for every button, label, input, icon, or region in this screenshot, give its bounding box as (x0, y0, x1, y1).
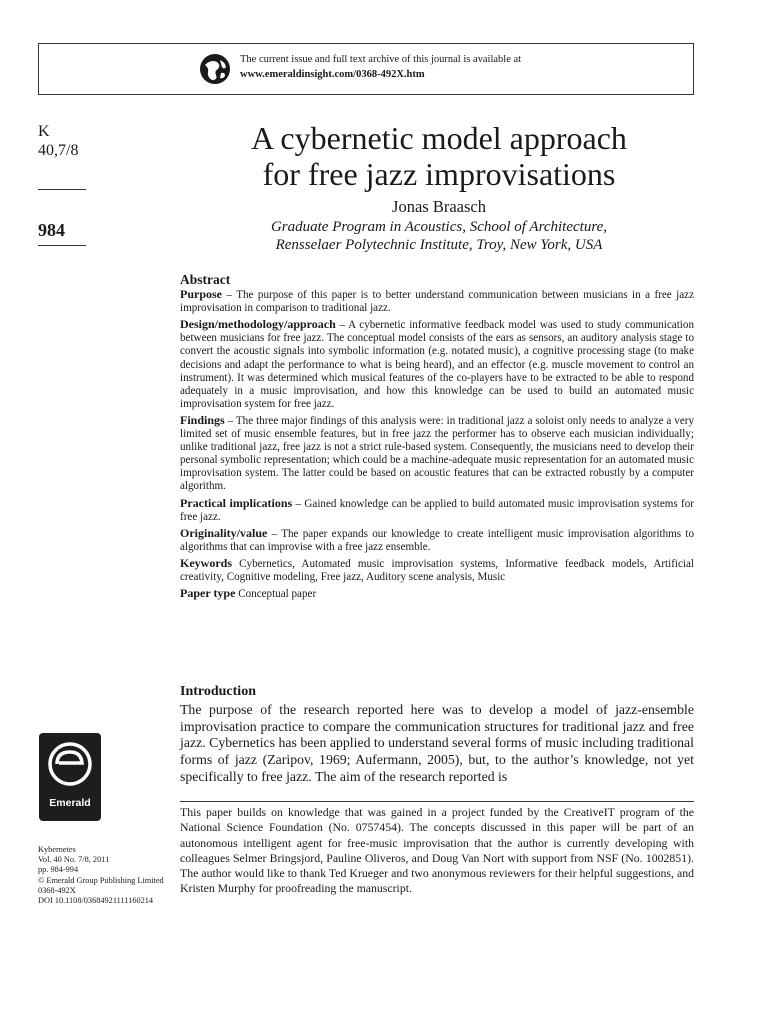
findings-text: – The three major findings of this analysis were: in traditional jazz a soloist only needs to analyze a very limited set of music ensemble features, but in free jazz the performer has to observe each musician individually; unlike traditional jazz, free jazz is not a strict rule-based system. Consequently, the musicians need to develop their personal symbolic representation; which could be a machine-adequate music representation for an automated music improvisation system. The latter could be based on acoustic features that can be extracted robustly by a computer algorithm. (180, 414, 694, 493)
introduction-section (180, 684, 694, 786)
page-number: 984 (38, 220, 65, 240)
title-line-2: for free jazz improvisations (262, 156, 616, 192)
footnote-text: This paper builds on knowledge that was gained in a project funded by the CreativeIT program of the National Science Foundation (No. 0757454). The concepts discussed in this paper will be part of an autonomous intelligent agent for free-music improvisation that the author is currently developing with colleagues Selmer Bringsjord, Pauline Oliveros, and Doug Van Nort with support from NSF (No. 1002851). The author would like to thank Ted Krueger and two anonymous reviewers for their helpful suggestions, and Kristen Murphy for proofreading the manuscript. (180, 805, 694, 896)
introduction-heading: Introduction (180, 684, 256, 699)
abstract-section (180, 273, 694, 604)
emerald-logo (39, 733, 101, 821)
affiliation-line-1: Graduate Program in Acoustics, School of Architecture, (270, 219, 608, 235)
abstract-originality (180, 527, 694, 554)
abstract-keywords (180, 557, 694, 584)
abstract-paper-type (180, 587, 694, 601)
footnote-rule (180, 801, 694, 802)
abstract-findings (180, 414, 694, 494)
design-text: – A cybernetic informative feedback model was used to study communication between musicians for free jazz. The conceptual model consists of the ears as sensors, an auditory analysis stage to convert the acoustic signals into symbolic information (e.g. notated music), a cognitive processing stage (to make decisions and adapt the performance to what is being heard), and an effector (e.g. muscle movement to control an instrument). It was determined which musical features of the co-players have to be extracted to be able to respond adequately in a music improvisation, and how this knowledge can be used to build an automated music improvisation system for free jazz. (180, 319, 694, 410)
originality-text: – The paper expands our knowledge to create intelligent music improvisation algorithms to algorithms that can improvise with a free jazz ensemble. (180, 527, 694, 553)
abstract-design (180, 318, 694, 411)
emerald-logo-word: Emerald (49, 797, 91, 809)
paper-type-label: Paper type (180, 586, 236, 601)
journal-code: K (38, 123, 50, 140)
introduction-text: The purpose of the research reported here was to develop a model of jazz-ensemble improvisation practice to compare the communication structures for traditional jazz and free jazz. Cybernetics has been applied to understand several forms of music including traditional forms of jazz (Zaripov, 1969; Aufermann, 2005), but, to the author’s knowledge, not yet specifically to free jazz. The aim of the research reported is (180, 701, 694, 784)
originality-label: Originality/value (180, 525, 268, 540)
citation-journal: Kybernetes (38, 845, 76, 854)
journal-reference (38, 122, 78, 160)
citation-copyright: © Emerald Group Publishing Limited (38, 875, 164, 885)
globe-icon (199, 53, 231, 85)
title-line-1: A cybernetic model approach (251, 120, 627, 156)
purpose-text: – The purpose of this paper is to better understand communication between musicians in a free jazz improvisation in comparison to traditional jazz. (180, 289, 694, 315)
citation-doi: DOI 10.1108/03684921111160214 (38, 896, 154, 906)
journal-archive-banner (38, 43, 694, 95)
citation-pages: pp. 984-994 (38, 865, 79, 875)
paper-title (180, 120, 698, 192)
citation-block (38, 845, 164, 906)
keywords-text: Cybernetics, Automated music improvisation systems, Informative feedback models, Artificial creativity, Cognitive modeling, Free jazz, Auditory scene analysis, Music (180, 557, 694, 583)
citation-volume: Vol. 40 No. 7/8, 2011 (38, 855, 110, 865)
keywords-label: Keywords (180, 555, 232, 570)
practical-text: – Gained knowledge can be applied to build automated music improvisation systems for free jazz. (180, 497, 694, 523)
emerald-e-icon (39, 733, 101, 795)
affiliation-line-2: Rensselaer Polytechnic Institute, Troy, New York, USA (275, 237, 603, 253)
banner-text: The current issue and full text archive of this journal is available at (240, 54, 522, 65)
journal-volume: 40,7/8 (38, 142, 79, 159)
abstract-heading: Abstract (180, 272, 231, 287)
design-label: Design/methodology/approach (180, 317, 336, 332)
page-number-rule-bottom (38, 245, 86, 246)
abstract-practical (180, 497, 694, 524)
paper-type-text: Conceptual paper (235, 588, 317, 601)
purpose-label: Purpose (180, 287, 222, 302)
author-affiliation (180, 218, 698, 254)
practical-label: Practical implications (180, 495, 293, 510)
abstract-purpose (180, 288, 694, 315)
author-name: Jonas Braasch (392, 197, 486, 216)
citation-issn: 0368-492X (38, 885, 76, 895)
journal-url-link[interactable]: www.emeraldinsight.com/0368-492X.htm (240, 69, 425, 80)
findings-label: Findings (180, 412, 225, 427)
page-number-rule-top (38, 189, 86, 190)
